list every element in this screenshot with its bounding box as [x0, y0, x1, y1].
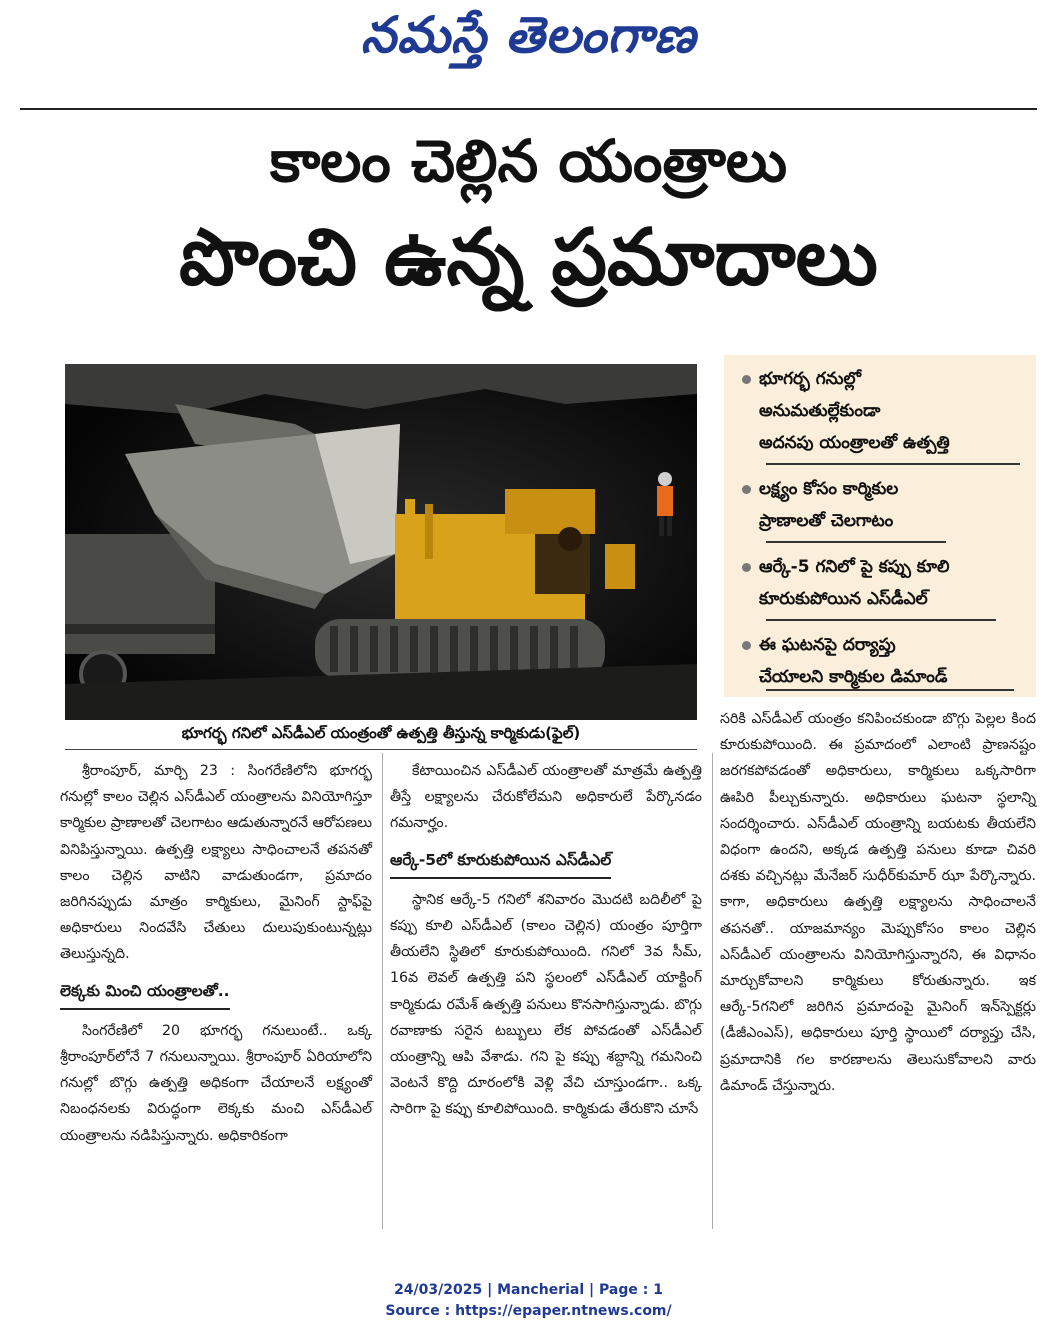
column-separator — [382, 753, 383, 1229]
subheading: లెక్కకు మించి యంత్రాలతో.. — [60, 978, 230, 1010]
highlights-box — [724, 355, 1036, 697]
headline-line-2: పొంచి ఉన్న ప్రమాదాలు — [179, 213, 878, 303]
highlight-item-2 — [742, 473, 1027, 537]
highlight-rule — [766, 689, 1014, 691]
highlight-text: ఈ ఘటనపై దర్యాప్తు — [759, 635, 896, 655]
article-paragraph: సింగరేణిలో 20 భూగర్భ గనులుంటే.. ఒక్క శ్రీరాంపూర్‌లోనే 7 గనులున్నాయి. శ్రీరాంపూర్ ఏరియాలోని గనుల్లో బొగ్గు ఉత్పత్తి అధికంగా చేయాలనే లక్ష్యంతో నిబంధనలకు విరుద్ధంగా లెక్కకు మంచి ఎస్‌డీఎల్ యంత్రాలను నడిపిస్తున్నారు. అధికారికంగా — [60, 1022, 372, 1144]
newspaper-masthead: నమస్తే తెలంగాణ — [360, 6, 697, 64]
highlight-text: ప్రాణాలతో చెలగాటం — [759, 511, 894, 531]
caption-rule — [65, 749, 697, 750]
highlight-text: లక్ష్యం కోసం కార్మికుల — [759, 479, 899, 499]
highlight-rule — [766, 619, 996, 621]
bullet-icon — [742, 641, 751, 650]
highlight-item-1 — [742, 363, 1027, 459]
highlight-text: అనుమతుల్లేకుండా — [759, 401, 881, 421]
highlight-rule — [766, 541, 946, 543]
footer-date-edition: 24/03/2025 | Mancherial | Page : 1 — [394, 1282, 663, 1298]
bullet-icon — [742, 485, 751, 494]
footer-source-link[interactable]: Source : https://epaper.ntnews.com/ — [385, 1303, 672, 1319]
article-paragraph: శ్రీరాంపూర్, మార్చి 23 : సింగరేణిలోని భూగర్భ గనుల్లో కాలం చెల్లిన ఎస్‌డీఎల్ యంత్రాలను వినియోగిస్తూ కార్మికుల ప్రాణాలతో చెలగాటం ఆడుతున్నారనే ఆరోపణలు వినిపిస్తున్నాయి. ఉత్పత్తి లక్ష్యాలు సాధించాలనే తపనతో కాలం చెల్లిన వాటిని వాడుతుండగా, ప్రమాదం జరిగినప్పుడు మాత్రం కార్మికులు, మైనింగ్ స్టాఫ్‌పై అధికారులు నిందవేసి చేతులు దులుపుకుంటున్నట్లు తెలుస్తున్నది. — [60, 763, 372, 963]
photo-caption: భూగర్భ గనిలో ఎస్‌డీఎల్ యంత్రంతో ఉత్పత్తి తీస్తున్న కార్మికుడు(ఫైల్) — [181, 724, 581, 742]
masthead-rule — [20, 108, 1037, 110]
article-column-1 — [60, 758, 372, 1149]
column-separator — [712, 753, 713, 1229]
highlight-text: కూరుకుపోయిన ఎస్‌డీఎల్ — [759, 589, 928, 609]
article-column-3 — [720, 706, 1036, 1099]
highlight-rule — [766, 463, 1020, 465]
highlight-item-3 — [742, 551, 1027, 615]
highlight-text: భూగర్భ గనుల్లో — [759, 369, 861, 389]
highlight-text: చేయాలని కార్మికుల డిమాండ్ — [759, 667, 948, 687]
article-paragraph: కేటాయించిన ఎస్‌డీఎల్ యంత్రాలతో మాత్రమే ఉత్పత్తి తీస్తే లక్ష్యాలను చేరుకోలేమని అధికారులే పేర్కొనడం గమనార్హం. — [390, 763, 702, 832]
headline-line-1: కాలం చెల్లిన యంత్రాలు — [269, 127, 788, 195]
article-column-2 — [390, 758, 702, 1123]
article-paragraph: సరికి ఎస్‌డీఎల్ యంత్రం కనిపించకుండా బొగ్గు పెల్లల కింద కూరుకుపోయింది. ఈ ప్రమాదంలో ఎలాంటి ప్రాణనష్టం జరగకపోవడంతో అధికారులు, కార్మికులు ఒక్కసారిగా ఊపిరి పీల్చుకున్నారు. అధికారులు ఘటనా స్థలాన్ని సందర్శించారు. ఎస్‌డీఎల్ యంత్రాన్ని బయటకు తీయలేని విధంగా ఉందని, అక్కడ ఉత్పత్తి పనులు కూడా చివరి దశకు వచ్చినట్లు మేనేజర్ సుధీర్‌కుమార్ ఝా పేర్కొన్నారు. కాగా, అధికారులు ఉత్పత్తి లక్ష్యాలను సాధించాలనే తపనతో.. యాజమాన్యం మెప్పుకోసం కాలం చెల్లిన ఎస్‌డీఎల్ యంత్రాలను వినియోగిస్తున్నారని, ఈ విధానం మార్చుకోవాలని కార్మికులు కోరుతున్నారు. ఇక ఆర్కే-5గనిలో జరిగిన ప్రమాదంపై మైనింగ్ ఇన్‌స్పెక్టర్లు (డీజీఎంఎస్), అధికారులు పూర్తి స్థాయిలో దర్యాప్తు చేసి, ప్రమాదానికి గల కారణాలను తెలుసుకోవాలని వారు డిమాండ్ చేస్తున్నారు. — [720, 711, 1037, 1094]
highlight-text: ఆర్కే-5 గనిలో పై కప్పు కూలి — [759, 557, 950, 577]
subheading: ఆర్కే-5లో కూరుకుపోయిన ఎస్‌డీఎల్ — [390, 847, 611, 879]
bullet-icon — [742, 563, 751, 572]
mine-machine-photo — [65, 364, 697, 720]
bullet-icon — [742, 375, 751, 384]
article-paragraph: స్థానిక ఆర్కే-5 గనిలో శనివారం మొదటి బదిలీలో పై కప్పు కూలి ఎస్‌డీఎల్ (కాలం చెల్లిన) యంత్రం పూర్తిగా తీయలేని స్థితిలో కూరుకుపోయింది. గనిలో 3వ సీమ్, 16వ లెవల్ ఉత్పత్తి పని స్థలంలో ఎస్‌డీఎల్ యాక్టింగ్ కార్మికుడు రమేశ్ ఉత్పత్తి పనులు కొనసాగిస్తున్నాడు. బొగ్గు రవాణాకు సరైన టబ్బులు లేక పోవడంతో ఎస్‌డీఎల్ యంత్రాన్ని ఆపి వేశాడు. గని పై కప్పు శబ్దాన్ని గమనించి వెంటనే కొద్ది దూరంలోకి వెళ్లి వేచి చూస్తుండగా.. ఒక్క సారిగా పై కప్పు కూలిపోయింది. కార్మికుడు తేరుకొని చూసే — [390, 891, 702, 1118]
highlight-item-4 — [742, 629, 1027, 693]
highlight-text: అదనపు యంత్రాలతో ఉత్పత్తి — [759, 433, 950, 453]
